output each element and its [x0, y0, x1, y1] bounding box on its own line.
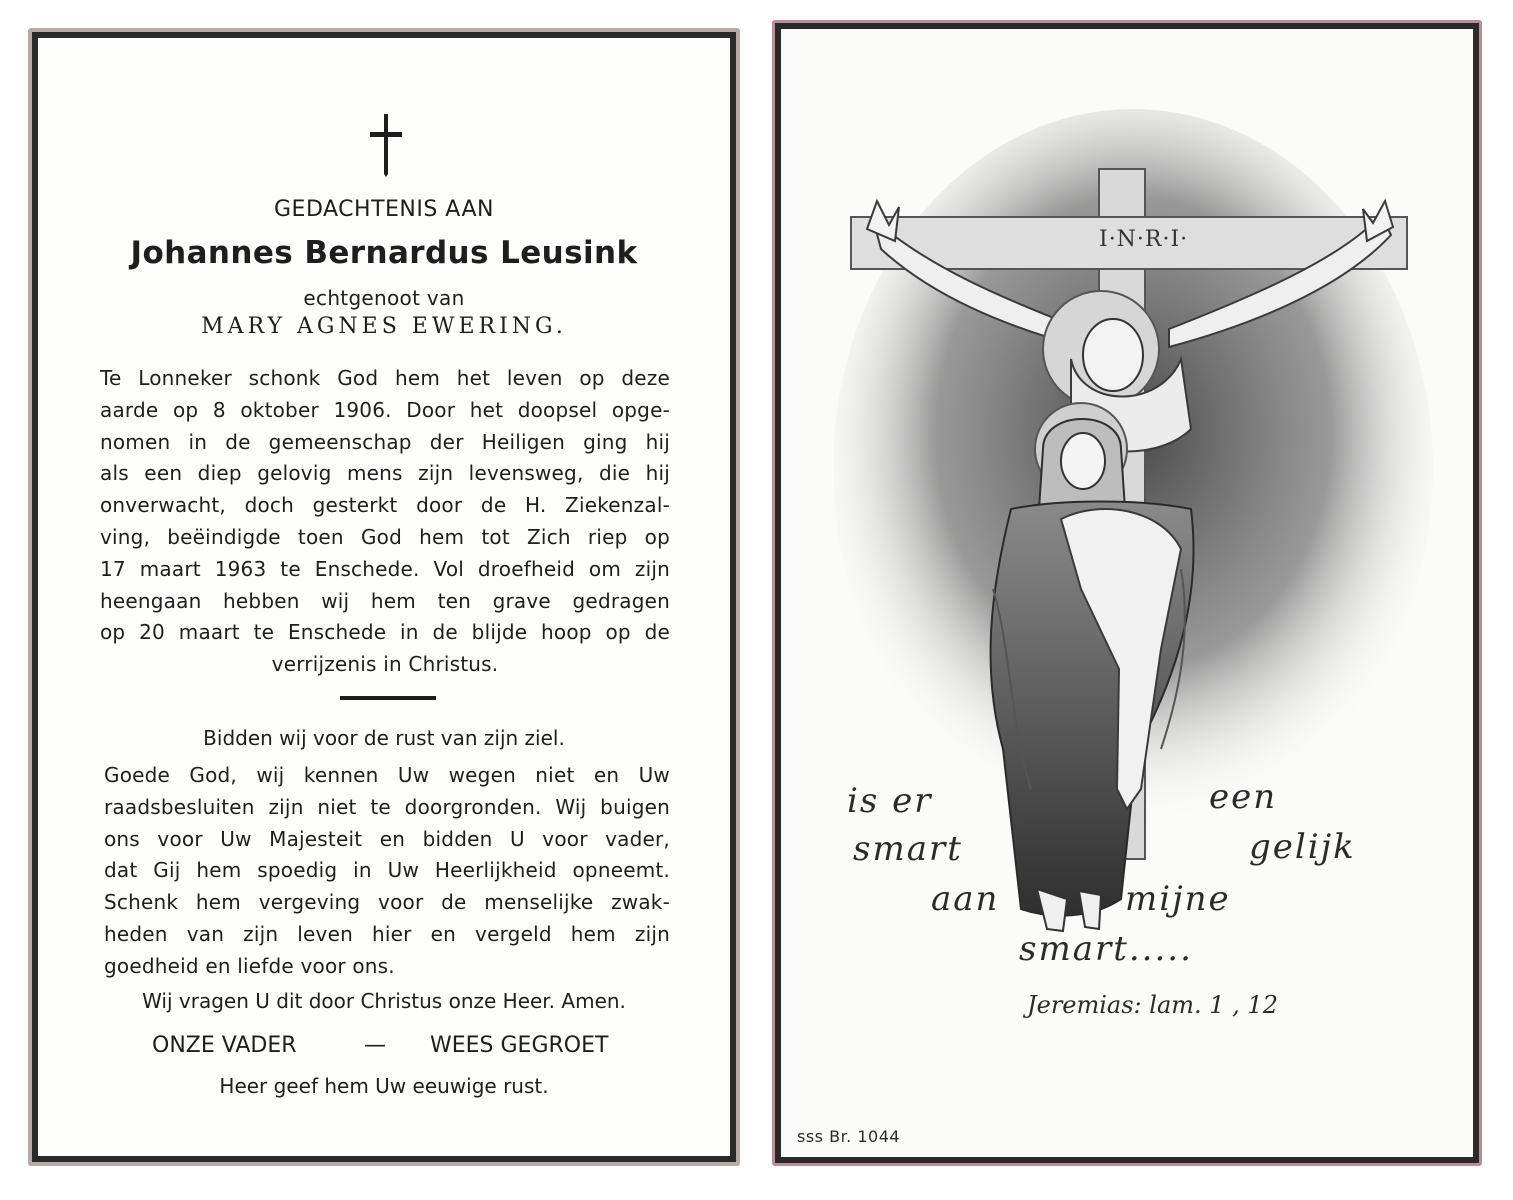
card-border: [32, 32, 736, 1162]
prayer-line: heden van zijn leven hier en vergeld hem zijn: [104, 921, 670, 946]
prayer-line: dat Gij hem spoedig in Uw Heerlijkheid opneemt.: [104, 858, 670, 883]
bio-line: aarde op 8 oktober 1906. Door het doopsel opge-: [100, 397, 670, 422]
card-paper: [781, 29, 1473, 1157]
prayer-line: raadsbesluiten zijn niet te doorgronden. Wij buigen: [104, 794, 670, 819]
biography-text: [100, 363, 670, 681]
card-border: [775, 23, 1479, 1163]
bio-line: nomen in de gemeenschap der Heiligen ging hij: [100, 429, 670, 454]
deceased-name: Johannes Bernardus Leusink: [130, 235, 638, 271]
prayer-line: Schenk hem vergeving voor de menselijke zwak-: [104, 890, 670, 915]
memorial-intro: GEDACHTENIS AAN: [274, 197, 494, 222]
bio-line: onverwacht, doch gesterkt door de H. Ziekenzal-: [100, 493, 670, 518]
verse-word: een: [1209, 777, 1278, 817]
amen-line: Wij vragen U dit door Christus onze Heer. Amen.: [142, 989, 626, 1013]
scripture-reference: Jeremias: lam. 1 , 12: [1027, 991, 1278, 1019]
verse-word: smart: [853, 829, 963, 869]
card-paper: [38, 38, 730, 1156]
bio-line: heengaan hebben wij hem ten grave gedragen: [100, 588, 670, 613]
section-divider: [340, 696, 436, 700]
prayer-line: Goede God, wij kennen Uw wegen niet en Uw: [104, 763, 670, 787]
verse-word: smart.....: [1019, 929, 1193, 969]
spouse-intro: echtgenoot van: [303, 286, 465, 310]
verse-word: is er: [847, 781, 933, 821]
bio-line: als een diep gelovig mens zijn levensweg, die hij: [100, 461, 670, 486]
inri-inscription: I·N·R·I·: [1099, 227, 1189, 252]
prayer-line: ons voor Uw Majesteit en bidden U voor vader,: [104, 826, 670, 851]
prayer-hail-mary: WEES GEGROET: [430, 1033, 609, 1058]
bio-line: 17 maart 1963 te Enschede. Vol droefheid om zijn: [100, 556, 670, 581]
memorial-card-image: [772, 20, 1482, 1166]
verse-word: gelijk: [1249, 827, 1356, 867]
bio-line: ving, beëindigde toen God hem tot Zich riep op: [100, 524, 670, 549]
cross-icon: [368, 112, 404, 178]
memorial-card-text: [28, 28, 740, 1166]
bio-line: Te Lonneker schonk God hem het leven op deze: [100, 366, 670, 390]
prayer-our-father: ONZE VADER: [152, 1033, 297, 1058]
prayer-separator: —: [364, 1033, 386, 1058]
prayer-intro: Bidden wij voor de rust van zijn ziel.: [203, 726, 565, 750]
bio-line: verrijzenis in Christus.: [271, 652, 499, 677]
bio-line: op 20 maart te Enschede in de blijde hoop op de: [100, 620, 670, 645]
prayer-text: [104, 760, 670, 983]
spouse-name: MARY AGNES EWERING.: [201, 314, 567, 339]
verse-word: aan: [931, 879, 1000, 919]
closing-line: Heer geef hem Uw eeuwige rust.: [219, 1074, 549, 1098]
verse-word: mijne: [1125, 879, 1231, 919]
print-code: sss Br. 1044: [797, 1127, 901, 1146]
prayer-line: goedheid en liefde voor ons.: [104, 953, 395, 978]
